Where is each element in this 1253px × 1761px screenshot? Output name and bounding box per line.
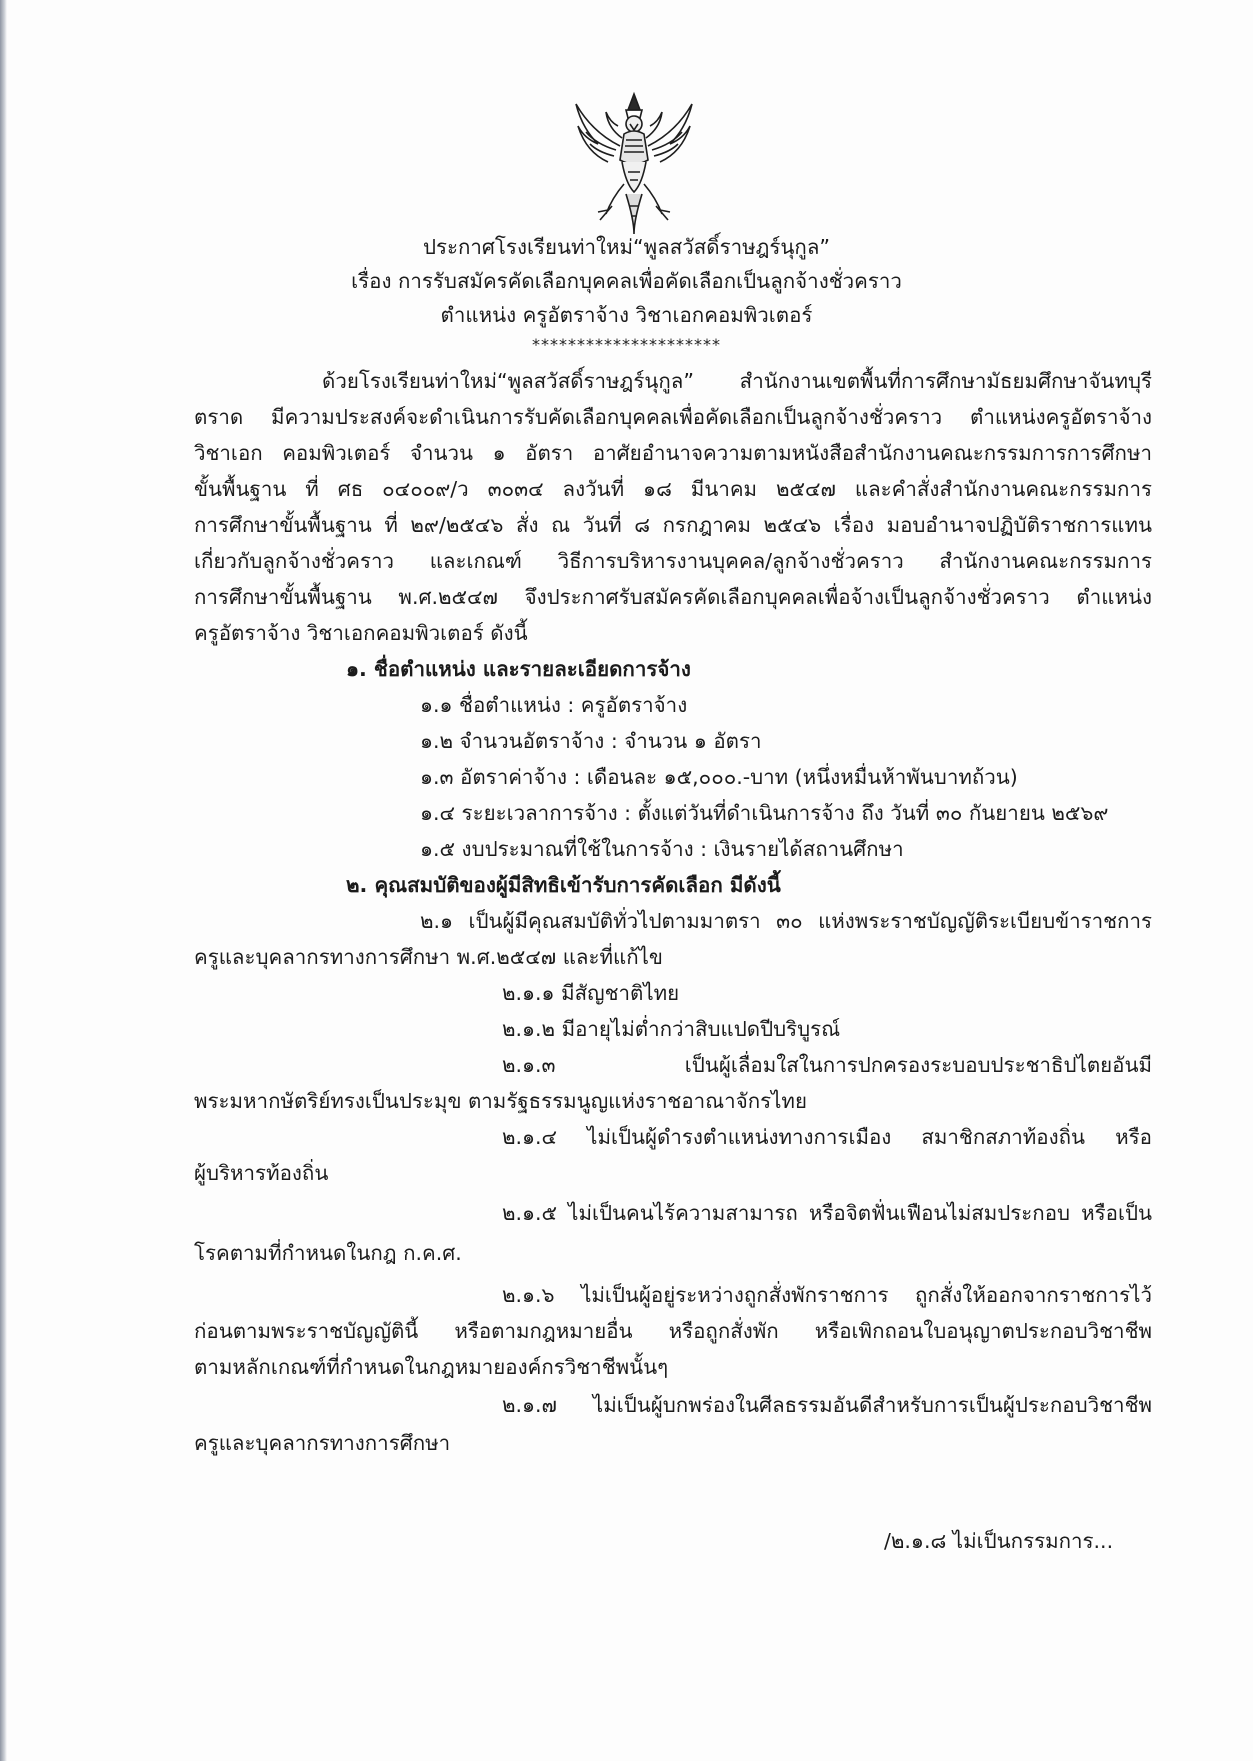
- title-separator: *********************: [532, 335, 721, 354]
- continuation-marker: /๒.๑.๘ ไม่เป็นกรรมการ...: [884, 1529, 1114, 1553]
- qualification-item: ๒.๑.๒ มีอายุไม่ต่ำกว่าสิบแปดปีบริบูรณ์: [502, 1017, 841, 1041]
- intro-line: ด้วยโรงเรียนท่าใหม่“พูลสวัสดิ์ราษฎร์นุกูล” สำนักงานเขตพื้นที่การศึกษามัธยมศึกษาจันทบุรี: [322, 369, 1152, 393]
- qualification-item: ๒.๑.๖ ไม่เป็นผู้อยู่ระหว่างถูกสั่งพักราชการ ถูกสั่งให้ออกจากราชการไว้: [502, 1283, 1152, 1307]
- qualification-item: ครูและบุคลากรทางการศึกษา: [194, 1431, 451, 1455]
- section-2-item: ๒.๑ เป็นผู้มีคุณสมบัติทั่วไปตามมาตรา ๓๐ แห่งพระราชบัญญัติระเบียบข้าราชการ: [420, 909, 1152, 933]
- intro-line: เกี่ยวกับลูกจ้างชั่วคราว และเกณฑ์ วิธีการบริหารงานบุคคล/ลูกจ้างชั่วคราว สำนักงานคณะกรรมการ: [194, 549, 1152, 573]
- announcement-position: ตำแหน่ง ครูอัตราจ้าง วิชาเอกคอมพิวเตอร์: [440, 303, 813, 327]
- garuda-emblem-icon: [568, 88, 700, 238]
- qualification-item: โรคตามที่กำหนดในกฎ ก.ค.ศ.: [194, 1241, 462, 1265]
- scan-edge-shadow: [0, 0, 7, 1761]
- intro-line: การศึกษาขั้นพื้นฐาน พ.ศ.๒๕๔๗ จึงประกาศรับสมัครคัดเลือกบุคคลเพื่อจ้างเป็นลูกจ้างชั่วคราว ตำแหน่ง: [194, 585, 1152, 609]
- qualification-item: ๒.๑.๕ ไม่เป็นคนไร้ความสามารถ หรือจิตฟั่นเฟือนไม่สมประกอบ หรือเป็น: [502, 1201, 1152, 1225]
- intro-line: ตราด มีความประสงค์จะดำเนินการรับคัดเลือกบุคคลเพื่อคัดเลือกเป็นลูกจ้างชั่วคราว ตำแหน่งครูอัตราจ้าง: [194, 405, 1152, 429]
- section-2-heading: ๒. คุณสมบัติของผู้มีสิทธิเข้ารับการคัดเลือก มีดังนี้: [346, 873, 781, 897]
- qualification-item: ๒.๑.๑ มีสัญชาติไทย: [502, 981, 680, 1005]
- qualification-item: พระมหากษัตริย์ทรงเป็นประมุข ตามรัฐธรรมนูญแห่งราชอาณาจักรไทย: [194, 1089, 807, 1113]
- qualification-item: ๒.๑.๓ เป็นผู้เลื่อมใสในการปกครองระบอบประชาธิปไตยอันมี: [502, 1053, 1152, 1077]
- qualification-item: ผู้บริหารท้องถิ่น: [194, 1161, 329, 1185]
- announcement-title: ประกาศโรงเรียนท่าใหม่“พูลสวัสดิ์ราษฎร์นุกูล”: [422, 235, 831, 259]
- qualification-item: ตามหลักเกณฑ์ที่กำหนดในกฎหมายองค์กรวิชาชีพนั้นๆ: [194, 1355, 669, 1379]
- section-1-item: ๑.๔ ระยะเวลาการจ้าง : ตั้งแต่วันที่ดำเนินการจ้าง ถึง วันที่ ๓๐ กันยายน ๒๕๖๙: [420, 801, 1109, 825]
- intro-line: การศึกษาขั้นพื้นฐาน ที่ ๒๙/๒๕๔๖ สั่ง ณ วันที่ ๘ กรกฎาคม ๒๕๔๖ เรื่อง มอบอำนาจปฏิบัติราชการแทน: [194, 513, 1152, 537]
- section-1-item: ๑.๕ งบประมาณที่ใช้ในการจ้าง : เงินรายได้สถานศึกษา: [420, 837, 904, 861]
- section-1-item: ๑.๒ จำนวนอัตราจ้าง : จำนวน ๑ อัตรา: [420, 729, 762, 753]
- intro-line: วิชาเอก คอมพิวเตอร์ จำนวน ๑ อัตรา อาศัยอำนาจความตามหนังสือสำนักงานคณะกรรมการการศึกษา: [194, 441, 1152, 465]
- qualification-item: ๒.๑.๔ ไม่เป็นผู้ดำรงตำแหน่งทางการเมือง สมาชิกสภาท้องถิ่น หรือ: [502, 1125, 1152, 1149]
- qualification-item: ก่อนตามพระราชบัญญัตินี้ หรือตามกฎหมายอื่น หรือถูกสั่งพัก หรือเพิกถอนใบอนุญาตประกอบวิชาชีพ: [194, 1319, 1152, 1343]
- section-1-item: ๑.๓ อัตราค่าจ้าง : เดือนละ ๑๕,๐๐๐.-บาท (หนึ่งหมื่นห้าพันบาทถ้วน): [420, 765, 1018, 789]
- qualification-item: ๒.๑.๗ ไม่เป็นผู้บกพร่องในศีลธรรมอันดีสำหรับการเป็นผู้ประกอบวิชาชีพ: [502, 1393, 1152, 1417]
- section-1-item: ๑.๑ ชื่อตำแหน่ง : ครูอัตราจ้าง: [420, 693, 688, 717]
- intro-line: ครูอัตราจ้าง วิชาเอกคอมพิวเตอร์ ดังนี้: [194, 621, 528, 645]
- section-1-heading: ๑. ชื่อตำแหน่ง และรายละเอียดการจ้าง: [346, 657, 691, 681]
- intro-line: ขั้นพื้นฐาน ที่ ศธ ๐๔๐๐๙/ว ๓๐๓๔ ลงวันที่ ๑๘ มีนาคม ๒๕๔๗ และคำสั่งสำนักงานคณะกรรมการ: [194, 477, 1152, 501]
- announcement-subject: เรื่อง การรับสมัครคัดเลือกบุคคลเพื่อคัดเลือกเป็นลูกจ้างชั่วคราว: [351, 269, 902, 293]
- section-2-item: ครูและบุคลากรทางการศึกษา พ.ศ.๒๕๔๗ และที่แก้ไข: [194, 945, 663, 969]
